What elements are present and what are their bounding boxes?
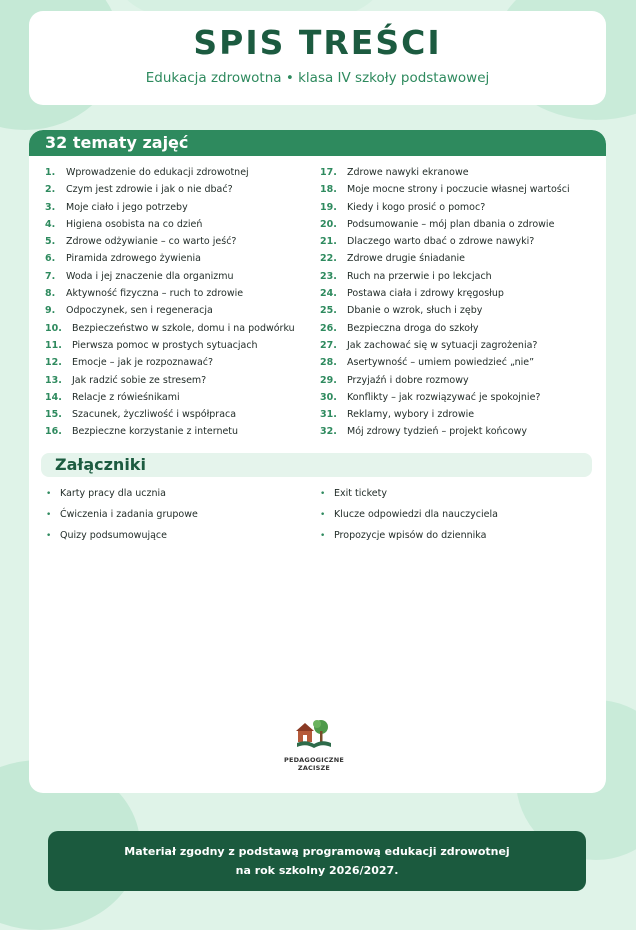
topic-label: Zdrowe drugie śniadanie	[347, 253, 465, 265]
topic-label: Bezpieczne korzystanie z internetu	[72, 426, 239, 438]
topic-label: Odpoczynek, sen i regeneracja	[66, 305, 213, 317]
bullet-icon: •	[46, 510, 52, 520]
topic-label: Bezpieczeństwo w szkole, domu i na podwórku	[72, 322, 295, 334]
topic-number: 30.	[320, 391, 337, 403]
header-card	[29, 11, 606, 105]
topic-item	[320, 285, 595, 302]
attachment-label: Karty pracy dla ucznia	[60, 488, 167, 499]
topic-item	[320, 406, 595, 423]
topic-label: Przyjaźń i dobre rozmowy	[347, 374, 469, 386]
topic-number: 22.	[320, 253, 337, 265]
topic-label: Dlaczego warto dbać o zdrowe nawyki?	[347, 236, 535, 248]
topic-item	[320, 354, 595, 371]
bullet-icon: •	[320, 489, 326, 499]
topic-number: 32.	[320, 426, 337, 438]
topic-item	[320, 423, 595, 440]
topic-label: Moje mocne strony i poczucie własnej wartości	[347, 184, 570, 196]
topic-item	[320, 320, 595, 337]
topic-item	[320, 181, 595, 198]
topic-number: 28.	[320, 357, 337, 369]
topic-item	[45, 164, 320, 181]
topic-item	[320, 372, 595, 389]
logo-line2: ZACISZE	[297, 764, 331, 772]
topic-item	[45, 354, 320, 371]
topic-number: 14.	[45, 391, 62, 403]
topic-number: 29.	[320, 374, 337, 386]
topic-item	[45, 285, 320, 302]
topic-item	[45, 302, 320, 319]
topic-item	[45, 250, 320, 267]
topic-number: 5.	[45, 236, 56, 248]
footer-line1: Materiał zgodny z podstawą programową edukacji zdrowotnej	[124, 845, 510, 858]
topic-label: Podsumowanie – mój plan dbania o zdrowie	[347, 218, 555, 230]
topic-item	[45, 389, 320, 406]
topic-label: Mój zdrowy tydzień – projekt końcowy	[347, 426, 527, 438]
topic-label: Zdrowe odżywianie – co warto jeść?	[66, 236, 237, 248]
topic-label: Piramida zdrowego żywienia	[66, 253, 201, 265]
topic-number: 31.	[320, 409, 337, 421]
topic-label: Reklamy, wybory i zdrowie	[347, 409, 475, 421]
attachments-heading: Załączniki	[41, 453, 592, 477]
topic-number: 17.	[320, 167, 337, 178]
page-subtitle: Edukacja zdrowotna • klasa IV szkoły podstawowej	[145, 70, 490, 86]
topic-item	[45, 320, 320, 337]
attachment-item	[46, 487, 320, 508]
topic-item	[45, 337, 320, 354]
topic-number: 3.	[45, 201, 56, 213]
topic-item	[45, 199, 320, 216]
topic-item	[45, 216, 320, 233]
topic-item	[45, 233, 320, 250]
bullet-icon: •	[320, 510, 326, 520]
topic-label: Postawa ciała i zdrowy kręgosłup	[347, 288, 504, 300]
topic-number: 13.	[45, 374, 62, 386]
topic-label: Higiena osobista na co dzień	[66, 218, 203, 230]
book-tree-logo-icon	[294, 718, 334, 752]
topic-label: Kiedy i kogo prosić o pomoc?	[347, 201, 486, 213]
attachment-label: Ćwiczenia i zadania grupowe	[60, 509, 198, 520]
topic-label: Jak zachować się w sytuacji zagrożenia?	[347, 339, 538, 351]
publisher-logo	[274, 718, 354, 772]
topic-number: 16.	[45, 426, 62, 438]
attachment-item	[46, 529, 320, 550]
topic-item	[320, 250, 595, 267]
topic-label: Zdrowe nawyki ekranowe	[347, 167, 469, 178]
topic-number: 25.	[320, 305, 337, 317]
topic-number: 18.	[320, 184, 337, 196]
topic-item	[320, 302, 595, 319]
attachment-label: Klucze odpowiedzi dla nauczyciela	[334, 509, 498, 520]
topic-number: 1.	[45, 167, 56, 178]
topic-number: 21.	[320, 236, 337, 248]
topic-item	[320, 389, 595, 406]
attachments-list	[46, 487, 596, 550]
topic-label: Moje ciało i jego potrzeby	[66, 201, 188, 213]
topic-number: 19.	[320, 201, 337, 213]
topic-number: 24.	[320, 288, 337, 300]
topic-number: 7.	[45, 270, 56, 282]
topic-label: Emocje – jak je rozpoznawać?	[72, 357, 214, 369]
topic-item	[45, 406, 320, 423]
topic-number: 23.	[320, 270, 337, 282]
bullet-icon: •	[46, 531, 52, 541]
attachment-item	[320, 487, 594, 508]
topic-item	[320, 233, 595, 250]
topic-number: 20.	[320, 218, 337, 230]
topic-item	[320, 268, 595, 285]
topic-label: Czym jest zdrowie i jak o nie dbać?	[66, 184, 233, 196]
topic-item	[45, 181, 320, 198]
topics-list	[29, 164, 606, 441]
contents-card	[29, 130, 606, 793]
topic-number: 2.	[45, 184, 56, 196]
topic-item	[320, 337, 595, 354]
logo-line1: PEDAGOGICZNE	[283, 756, 344, 764]
topic-label: Wprowadzenie do edukacji zdrowotnej	[66, 167, 249, 178]
footer-banner	[48, 831, 586, 891]
topic-number: 8.	[45, 288, 56, 300]
topic-item	[320, 199, 595, 216]
topic-number: 4.	[45, 218, 56, 230]
topic-label: Bezpieczna droga do szkoły	[347, 322, 479, 334]
attachment-item	[320, 508, 594, 529]
topic-label: Pierwsza pomoc w prostych sytuacjach	[72, 339, 258, 351]
topic-number: 12.	[45, 357, 62, 369]
bullet-icon: •	[46, 489, 52, 499]
topic-label: Aktywność fizyczna – ruch to zdrowie	[66, 288, 244, 300]
attachment-label: Quizy podsumowujące	[60, 530, 167, 541]
topic-number: 27.	[320, 339, 337, 351]
footer-line2: na rok szkolny 2026/2027.	[235, 864, 399, 877]
topic-number: 10.	[45, 322, 62, 334]
topic-number: 26.	[320, 322, 337, 334]
topic-item	[45, 372, 320, 389]
topic-label: Konflikty – jak rozwiązywać je spokojnie?	[347, 391, 541, 403]
topics-heading: 32 tematy zajęć	[29, 130, 606, 156]
topic-label: Dbanie o wzrok, słuch i zęby	[347, 305, 483, 317]
topic-label: Jak radzić sobie ze stresem?	[72, 374, 207, 386]
topic-item	[320, 164, 595, 181]
topic-label: Ruch na przerwie i po lekcjach	[347, 270, 492, 282]
topic-item	[45, 268, 320, 285]
topic-number: 6.	[45, 253, 56, 265]
topic-number: 9.	[45, 305, 56, 317]
topic-item	[320, 216, 595, 233]
topic-number: 15.	[45, 409, 62, 421]
topic-label: Relacje z rówieśnikami	[72, 391, 180, 403]
attachment-item	[320, 529, 594, 550]
bullet-icon: •	[320, 531, 326, 541]
attachment-label: Propozycje wpisów do dziennika	[334, 530, 487, 541]
page-title: SPIS TREŚCI	[193, 23, 442, 62]
attachment-label: Exit tickety	[334, 488, 387, 499]
topic-number: 11.	[45, 339, 62, 351]
topic-label: Woda i jej znaczenie dla organizmu	[66, 270, 234, 282]
topic-item	[45, 423, 320, 440]
topic-label: Szacunek, życzliwość i współpraca	[72, 409, 237, 421]
attachment-item	[46, 508, 320, 529]
topic-label: Asertywność – umiem powiedzieć „nie”	[347, 357, 534, 369]
